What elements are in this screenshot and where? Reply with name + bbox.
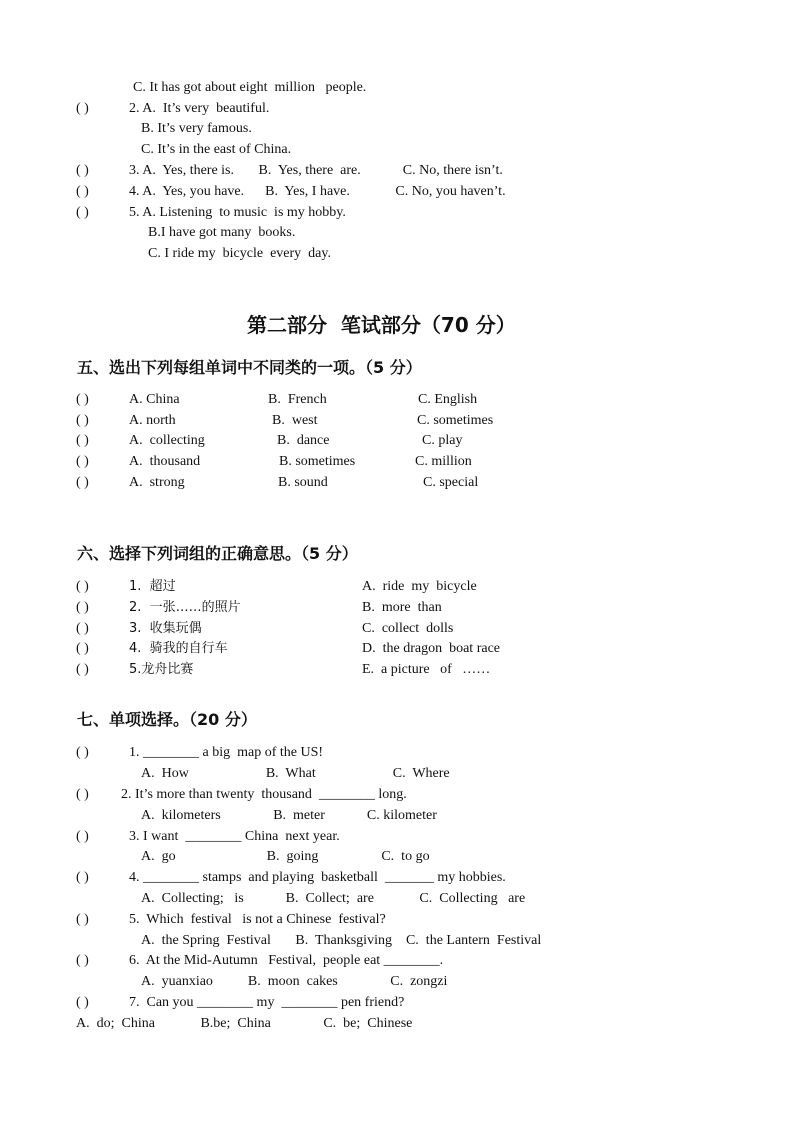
- answer-blank[interactable]: ( ): [76, 953, 89, 968]
- answer-blank[interactable]: ( ): [76, 205, 89, 220]
- answer-blank[interactable]: ( ): [76, 662, 89, 677]
- q3-text: 3. A. Yes, there is. B. Yes, there are. C. No, there isn’t.: [129, 163, 503, 178]
- q1-option-c: C. It has got about eight million people.: [133, 80, 367, 95]
- s5-row1-a: A. China: [129, 392, 180, 407]
- s7-q1-text: 1. ________ a big map of the US!: [129, 745, 324, 760]
- answer-blank[interactable]: ( ): [76, 600, 89, 615]
- s6-q1: 1. 超过: [129, 579, 176, 594]
- s6-ans-d: D. the dragon boat race: [362, 641, 500, 656]
- answer-blank[interactable]: ( ): [76, 579, 89, 594]
- s6-q4: 4. 骑我的自行车: [129, 641, 228, 656]
- s6-ans-e: E. a picture of ……: [362, 662, 491, 677]
- s7-q1-options: A. How B. What C. Where: [141, 766, 450, 781]
- answer-blank[interactable]: ( ): [76, 392, 89, 407]
- s6-ans-c: C. collect dolls: [362, 621, 454, 636]
- answer-blank[interactable]: ( ): [76, 184, 89, 199]
- s7-q6-options: A. yuanxiao B. moon cakes C. zongzi: [141, 974, 448, 989]
- s7-q4-options: A. Collecting; is B. Collect; are C. Collecting are: [141, 891, 526, 906]
- s6-q3: 3. 收集玩偶: [129, 621, 202, 636]
- answer-blank[interactable]: ( ): [76, 101, 89, 116]
- s6-ans-b: B. more than: [362, 600, 442, 615]
- section5-heading: 五、选出下列每组单词中不同类的一项。（5 分）: [77, 358, 422, 377]
- answer-blank[interactable]: ( ): [76, 475, 89, 490]
- q2-option-b: B. It’s very famous.: [141, 121, 252, 136]
- q2-option-a: 2. A. It’s very beautiful.: [129, 101, 270, 116]
- section7-heading: 七、单项选择。（20 分）: [77, 710, 257, 729]
- s7-q4-text: 4. ________ stamps and playing basketball _______ my hobbies.: [129, 870, 506, 885]
- s7-q6-text: 6. At the Mid-Autumn Festival, people eat ________.: [129, 953, 444, 968]
- s5-row4-a: A. thousand: [129, 454, 201, 469]
- s7-q3-text: 3. I want ________ China next year.: [129, 829, 340, 844]
- s5-row2-a: A. north: [129, 413, 176, 428]
- q5-option-b: B.I have got many books.: [148, 225, 296, 240]
- part2-title: 第二部分 笔试部分（70 分）: [247, 313, 516, 337]
- s7-q2-text: 2. It’s more than twenty thousand ________ long.: [121, 787, 407, 802]
- s5-row3-b: B. dance: [277, 433, 330, 448]
- s6-q5: 5.龙舟比赛: [129, 662, 194, 677]
- answer-blank[interactable]: ( ): [76, 621, 89, 636]
- q4-text: 4. A. Yes, you have. B. Yes, I have. C. No, you haven’t.: [129, 184, 506, 199]
- section6-heading: 六、选择下列词组的正确意思。（5 分）: [77, 544, 358, 563]
- s5-row2-c: C. sometimes: [417, 413, 494, 428]
- s5-row3-c: C. play: [422, 433, 463, 448]
- answer-blank[interactable]: ( ): [76, 870, 89, 885]
- answer-blank[interactable]: ( ): [76, 829, 89, 844]
- s5-row5-b: B. sound: [278, 475, 328, 490]
- s7-q2-options: A. kilometers B. meter C. kilometer: [141, 808, 437, 823]
- answer-blank[interactable]: ( ): [76, 995, 89, 1010]
- answer-blank[interactable]: ( ): [76, 912, 89, 927]
- s5-row2-b: B. west: [272, 413, 318, 428]
- answer-blank[interactable]: ( ): [76, 787, 89, 802]
- answer-blank[interactable]: ( ): [76, 163, 89, 178]
- s7-q3-options: A. go B. going C. to go: [141, 849, 430, 864]
- s5-row1-b: B. French: [268, 392, 327, 407]
- s6-q2: 2. 一张……的照片: [129, 600, 241, 615]
- answer-blank[interactable]: ( ): [76, 641, 89, 656]
- s7-q7-options: A. do; China B.be; China C. be; Chinese: [76, 1016, 413, 1031]
- s5-row5-a: A. strong: [129, 475, 185, 490]
- s6-ans-a: A. ride my bicycle: [362, 579, 477, 594]
- q5-option-c: C. I ride my bicycle every day.: [148, 246, 331, 261]
- answer-blank[interactable]: ( ): [76, 745, 89, 760]
- answer-blank[interactable]: ( ): [76, 454, 89, 469]
- s5-row3-a: A. collecting: [129, 433, 205, 448]
- answer-blank[interactable]: ( ): [76, 433, 89, 448]
- answer-blank[interactable]: ( ): [76, 413, 89, 428]
- s7-q5-options: A. the Spring Festival B. Thanksgiving C. the Lantern Festival: [141, 933, 542, 948]
- s5-row4-b: B. sometimes: [279, 454, 356, 469]
- s7-q7-text: 7. Can you ________ my ________ pen friend?: [129, 995, 405, 1010]
- s7-q5-text: 5. Which festival is not a Chinese festival?: [129, 912, 386, 927]
- s5-row5-c: C. special: [423, 475, 479, 490]
- s5-row1-c: C. English: [418, 392, 478, 407]
- q5-option-a: 5. A. Listening to music is my hobby.: [129, 205, 346, 220]
- s5-row4-c: C. million: [415, 454, 472, 469]
- q2-option-c: C. It’s in the east of China.: [141, 142, 292, 157]
